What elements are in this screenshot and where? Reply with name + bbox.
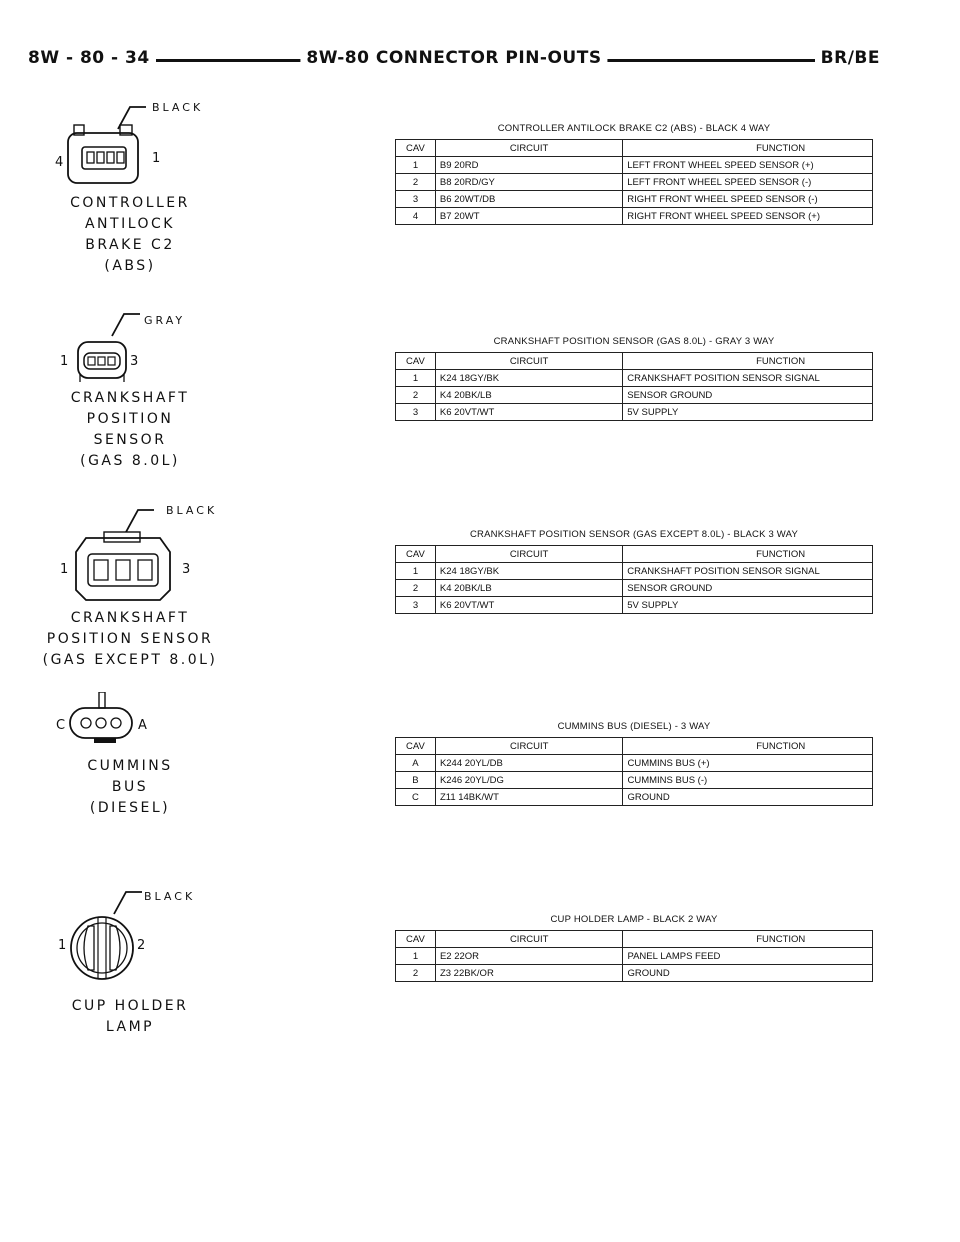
connector-name-line: (GAS EXCEPT 8.0L): [42, 652, 218, 668]
function-cell: SENSOR GROUND: [623, 580, 873, 597]
page-id: 8W - 80 - 34: [28, 48, 156, 68]
connector-figure-crank-except: [40, 502, 240, 722]
table-title: CRANKSHAFT POSITION SENSOR (GAS EXCEPT 8.0L) - BLACK 3 WAY: [470, 529, 798, 540]
table-header-row: [396, 353, 873, 370]
pinout-table-crank-except: [395, 529, 873, 614]
pinout-table-abs: [395, 123, 873, 225]
cav-cell: 3: [396, 191, 436, 208]
table-header-row: [396, 546, 873, 563]
model-code: BR/BE: [815, 48, 880, 68]
pin-label-right: 3: [130, 354, 139, 369]
table-title: CONTROLLER ANTILOCK BRAKE C2 (ABS) - BLACK 4 WAY: [497, 123, 771, 134]
connector-figure-cummins: [40, 692, 240, 912]
table-row: [396, 597, 873, 614]
connector-color-label: BLACK: [152, 101, 204, 114]
circuit-cell: K4 20BK/LB: [435, 387, 622, 404]
pin-label-left: C: [56, 718, 66, 733]
circuit-cell: K246 20YL/DG: [435, 772, 623, 789]
section-title: 8W-80 CONNECTOR PIN-OUTS: [300, 48, 607, 68]
col-header-circuit: CIRCUIT: [435, 353, 622, 370]
pinout-table: [395, 352, 873, 421]
cav-cell: A: [396, 755, 436, 772]
table-row: [396, 772, 873, 789]
circuit-cell: K244 20YL/DB: [435, 755, 623, 772]
connector-name-line: CUMMINS: [87, 758, 173, 774]
table-row: [396, 755, 873, 772]
function-cell: PANEL LAMPS FEED: [623, 948, 873, 965]
connector-name-line: CRANKSHAFT: [70, 390, 190, 406]
table-title: CUP HOLDER LAMP - BLACK 2 WAY: [550, 914, 718, 925]
cav-cell: 4: [396, 208, 436, 225]
connector-name-line: (DIESEL): [89, 800, 171, 816]
col-header-circuit: CIRCUIT: [435, 931, 623, 948]
function-cell: 5V SUPPLY: [623, 404, 873, 421]
crank-except-connector-drawing-icon: [40, 502, 240, 612]
connector-name-line: CRANKSHAFT: [70, 610, 190, 626]
page-header: [28, 42, 880, 78]
table-row: [396, 387, 873, 404]
connector-name-line: LAMP: [105, 1019, 155, 1035]
circuit-cell: K6 20VT/WT: [435, 404, 622, 421]
col-header-cav: CAV: [396, 738, 436, 755]
circuit-cell: B8 20RD/GY: [435, 174, 622, 191]
connector-name-line: ANTILOCK: [84, 216, 175, 232]
cav-cell: 2: [396, 965, 436, 982]
pinout-table: [395, 737, 873, 806]
connector-name-line: CONTROLLER: [70, 195, 190, 211]
function-cell: CRANKSHAFT POSITION SENSOR SIGNAL: [623, 563, 873, 580]
cav-cell: 3: [396, 404, 436, 421]
crank-80-connector-drawing-icon: [40, 308, 240, 393]
col-header-function: FUNCTION: [623, 738, 873, 755]
col-header-circuit: CIRCUIT: [435, 546, 622, 563]
circuit-cell: Z3 22BK/OR: [435, 965, 623, 982]
table-row: [396, 789, 873, 806]
function-cell: 5V SUPPLY: [623, 597, 873, 614]
function-cell: RIGHT FRONT WHEEL SPEED SENSOR (-): [623, 191, 873, 208]
connector-name-line: (ABS): [104, 258, 156, 274]
pin-label-left: 1: [60, 562, 69, 577]
function-cell: CUMMINS BUS (-): [623, 772, 873, 789]
connector-color-label: BLACK: [166, 504, 218, 517]
table-title: CUMMINS BUS (DIESEL) - 3 WAY: [557, 721, 711, 732]
table-row: [396, 404, 873, 421]
connector-name-line: BUS: [111, 779, 149, 795]
function-cell: SENSOR GROUND: [623, 387, 873, 404]
connector-figure-abs: [40, 95, 240, 315]
pin-label-right: 3: [182, 562, 191, 577]
table-row: [396, 157, 873, 174]
cav-cell: 1: [396, 948, 436, 965]
circuit-cell: K24 18GY/BK: [435, 563, 622, 580]
table-row: [396, 191, 873, 208]
circuit-cell: B7 20WT: [435, 208, 622, 225]
function-cell: RIGHT FRONT WHEEL SPEED SENSOR (+): [623, 208, 873, 225]
col-header-function: FUNCTION: [623, 931, 873, 948]
col-header-function: FUNCTION: [623, 140, 873, 157]
circuit-cell: Z11 14BK/WT: [435, 789, 623, 806]
connector-figure-cup-holder: [40, 888, 240, 1108]
table-row: [396, 563, 873, 580]
cav-cell: B: [396, 772, 436, 789]
cav-cell: 1: [396, 157, 436, 174]
pin-label-right: A: [138, 718, 147, 733]
table-title: CRANKSHAFT POSITION SENSOR (GAS 8.0L) - GRAY 3 WAY: [493, 336, 775, 347]
pinout-table: [395, 139, 873, 225]
function-cell: GROUND: [623, 789, 873, 806]
function-cell: CRANKSHAFT POSITION SENSOR SIGNAL: [623, 370, 873, 387]
pinout-table-cup-holder: [395, 914, 873, 982]
connector-name-line: SENSOR: [93, 432, 167, 448]
col-header-function: FUNCTION: [623, 546, 873, 563]
table-header-row: [396, 931, 873, 948]
col-header-circuit: CIRCUIT: [435, 140, 622, 157]
circuit-cell: K6 20VT/WT: [435, 597, 622, 614]
cav-cell: 1: [396, 370, 436, 387]
col-header-cav: CAV: [396, 140, 436, 157]
circuit-cell: E2 22OR: [435, 948, 623, 965]
table-row: [396, 370, 873, 387]
table-header-row: [396, 738, 873, 755]
col-header-cav: CAV: [396, 353, 436, 370]
cav-cell: C: [396, 789, 436, 806]
abs-connector-drawing-icon: [40, 95, 240, 205]
connector-name-line: (GAS 8.0L): [80, 453, 180, 469]
cav-cell: 3: [396, 597, 436, 614]
function-cell: CUMMINS BUS (+): [623, 755, 873, 772]
table-header-row: [396, 140, 873, 157]
col-header-function: FUNCTION: [623, 353, 873, 370]
pinout-table: [395, 930, 873, 982]
connector-name-line: BRAKE C2: [85, 237, 175, 253]
col-header-cav: CAV: [396, 931, 436, 948]
connector-color-label: BLACK: [144, 890, 196, 903]
cav-cell: 2: [396, 174, 436, 191]
circuit-cell: B9 20RD: [435, 157, 622, 174]
connector-name: [40, 388, 220, 472]
pinout-table-crank-80: [395, 336, 873, 421]
connector-name: [40, 193, 220, 277]
function-cell: LEFT FRONT WHEEL SPEED SENSOR (-): [623, 174, 873, 191]
cav-cell: 2: [396, 580, 436, 597]
connector-figure-crank-80: [40, 308, 240, 528]
function-cell: LEFT FRONT WHEEL SPEED SENSOR (+): [623, 157, 873, 174]
pinout-table: [395, 545, 873, 614]
circuit-cell: B6 20WT/DB: [435, 191, 622, 208]
col-header-cav: CAV: [396, 546, 436, 563]
pin-label-left: 1: [60, 354, 69, 369]
cav-cell: 2: [396, 387, 436, 404]
table-row: [396, 208, 873, 225]
pinout-table-cummins: [395, 721, 873, 806]
connector-name: [40, 608, 220, 671]
circuit-cell: K24 18GY/BK: [435, 370, 622, 387]
cav-cell: 1: [396, 563, 436, 580]
circuit-cell: K4 20BK/LB: [435, 580, 622, 597]
table-row: [396, 965, 873, 982]
table-row: [396, 174, 873, 191]
connector-color-label: GRAY: [144, 314, 186, 327]
connector-name: [40, 756, 220, 819]
table-row: [396, 580, 873, 597]
connector-name-line: CUP HOLDER: [71, 998, 189, 1014]
table-row: [396, 948, 873, 965]
connector-name-line: POSITION: [86, 411, 174, 427]
connector-name: [40, 996, 220, 1038]
function-cell: GROUND: [623, 965, 873, 982]
pin-label-left: 1: [58, 938, 67, 953]
pin-label-right: 2: [137, 938, 146, 953]
pin-label-right: 1: [152, 151, 161, 166]
col-header-circuit: CIRCUIT: [435, 738, 623, 755]
pin-label-left: 4: [55, 155, 64, 170]
connector-name-line: POSITION SENSOR: [46, 631, 214, 647]
